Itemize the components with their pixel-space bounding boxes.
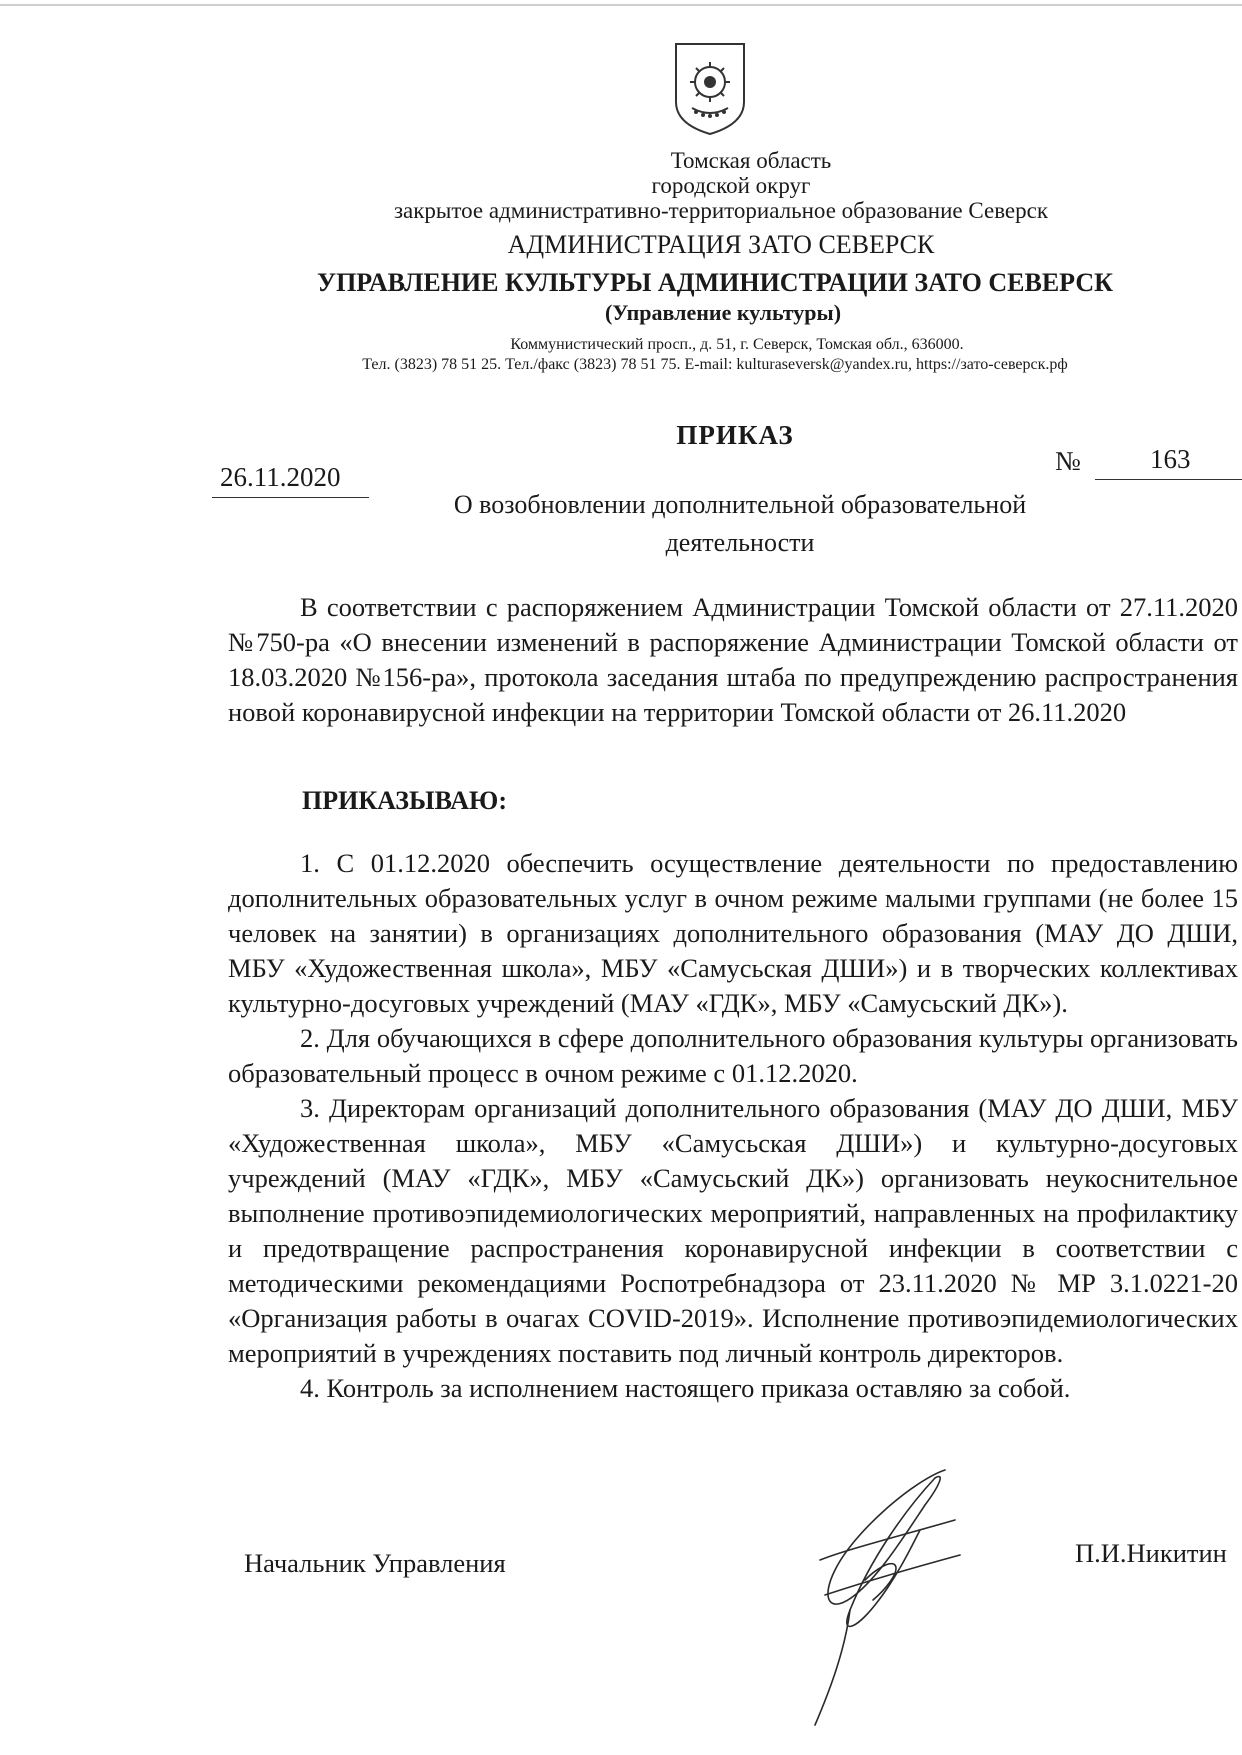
handwritten-signature (795, 1460, 975, 1730)
header-region: Томская область (670, 148, 832, 173)
preamble-text: В соответствии с распоряжением Администрации Томской области от 27.11.2020 №750-ра «О внесении изменений в распоряжение Администрации Томской области от 18.03.2020 №156-ра», протокола заседания штаба по предупреждению распространения новой коронавирусной инфекции на территории Томской области от 26.11.2020 (228, 592, 1238, 727)
header-contacts: Тел. (3823) 78 51 25. Тел./факс (3823) 78 51 75. E-mail: kulturaseversk@yandex.ru, https://зато-северск.рф (362, 356, 1068, 373)
order-item-3: 3. Директорам организаций дополнительного образования (МАУ ДО ДШИ, МБУ «Художественная школа», МБУ «Самусьская ДШИ») и культурно-досуговых учреждений (МАУ «ГДК», МБУ «Самусьский ДК») организовать неукоснительное выполнение противоэпидемиологических мероприятий, направленных на профилактику и предотвращение распространения коронавирусной инфекции в соответствии с методическими рекомендациями Роспотребнадзора от 23.11.2020 № МР 3.1.0221-20 «Организация работы в очагах COVID-2019». Исполнение противоэпидемиологических мероприятий в учреждениях поставить под личный контроль директоров. (228, 1093, 1238, 1368)
order-word: ПРИКАЗЫВАЮ: (302, 786, 507, 815)
scan-edge-line (0, 4, 1242, 6)
order-item-1: 1. С 01.12.2020 обеспечить осуществление деятельности по предоставлению дополнительных образовательных услуг в очном режиме малыми группами (не более 15 человек на занятии) в организациях дополнительного образования (МАУ ДО ДШИ, МБУ «Художественная школа», МБУ «Самусьская ДШИ») и в творческих коллективах культурно-досуговых учреждений (МАУ «ГДК», МБУ «Самусьский ДК»). (228, 848, 1238, 1018)
order-items (228, 846, 1238, 1406)
order-number: 163 (1095, 444, 1242, 480)
order-item-2: 2. Для обучающихся в сфере дополнительного образования культуры организовать образовательный процесс в очном режиме с 01.12.2020. (228, 1023, 1238, 1088)
order-subject (380, 486, 1100, 562)
header-department-short: (Управление культуры) (604, 300, 842, 325)
order-subject-line-1: О возобновлении дополнительной образовательной (453, 490, 1027, 519)
header-address: Коммунистический просп., д. 51, г. Северск, Томская обл., 636000. (510, 336, 964, 353)
signatory-name: П.И.Никитин (1075, 1538, 1227, 1568)
order-title: ПРИКАЗ (676, 420, 794, 450)
signatory-position: Начальник Управления (244, 1548, 506, 1578)
order-date: 26.11.2020 (212, 462, 369, 498)
order-subject-line-2: деятельности (665, 528, 815, 557)
coat-of-arms-icon (670, 40, 750, 138)
header-administration: АДМИНИСТРАЦИЯ ЗАТО СЕВЕРСК (507, 230, 935, 259)
order-item-4: 4. Контроль за исполнением настоящего приказа оставляю за собой. (300, 1373, 1071, 1403)
order-number-label: № (1055, 446, 1081, 476)
header-zato: закрытое административно-территориальное образование Северск (393, 198, 1049, 223)
header-district: городской округ (651, 173, 811, 198)
order-preamble (228, 590, 1238, 730)
header-department: УПРАВЛЕНИЕ КУЛЬТУРЫ АДМИНИСТРАЦИИ ЗАТО СЕВЕРСК (317, 268, 1113, 297)
